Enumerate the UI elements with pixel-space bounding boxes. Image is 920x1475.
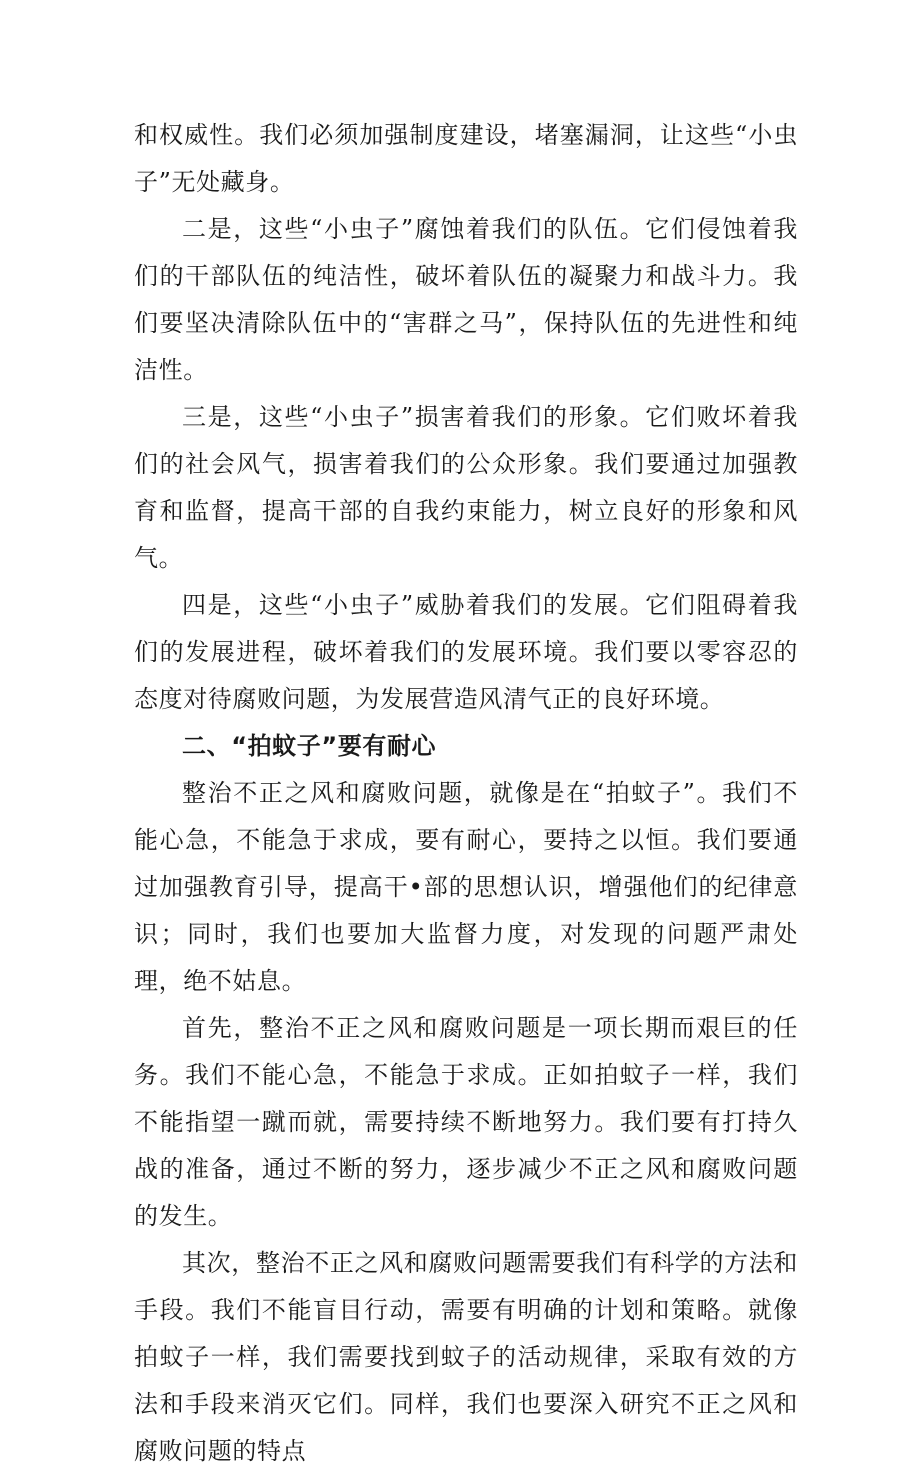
paragraph-continued: 和权威性。我们必须加强制度建设，堵塞漏洞，让这些“小虫子”无处藏身。	[134, 121, 798, 196]
section-heading: 二、“拍蚊子”要有耐心	[182, 732, 437, 760]
document-page	[134, 112, 798, 1475]
paragraph-point-three: 三是，这些“小虫子”损害着我们的形象。它们败坏着我们的社会风气，损害着我们的公众形象。我们要通过加强教育和监督，提高干部的自我约束能力，树立良好的形象和风气。	[134, 403, 798, 572]
paragraph-point-two: 二是，这些“小虫子”腐蚀着我们的队伍。它们侵蚀着我们的干部队伍的纯洁性，破坏着队伍的凝聚力和战斗力。我们要坚决清除队伍中的“害群之马”，保持队伍的先进性和纯洁性。	[134, 215, 798, 384]
paragraph-point-four: 四是，这些“小虫子”威胁着我们的发展。它们阻碍着我们的发展进程，破坏着我们的发展环境。我们要以零容忍的态度对待腐败问题，为发展营造风清气正的良好环境。	[134, 591, 798, 713]
paragraph-intro: 整治不正之风和腐败问题，就像是在“拍蚊子”。我们不能心急，不能急于求成，要有耐心，要持之以恒。我们要通过加强教育引导，提高干•部的思想认识，增强他们的纪律意识；同时，我们也要加大监督力度，对发现的问题严肃处理，绝不姑息。	[134, 779, 798, 995]
paragraph-second: 其次，整治不正之风和腐败问题需要我们有科学的方法和手段。我们不能盲目行动，需要有明确的计划和策略。就像拍蚊子一样，我们需要找到蚊子的活动规律，采取有效的方法和手段来消灭它们。同样，我们也要深入研究不正之风和腐败问题的特点	[134, 1249, 798, 1465]
paragraph-first: 首先，整治不正之风和腐败问题是一项长期而艰巨的任务。我们不能心急，不能急于求成。正如拍蚊子一样，我们不能指望一蹴而就，需要持续不断地努力。我们要有打持久战的准备，通过不断的努力，逐步减少不正之风和腐败问题的发生。	[134, 1014, 798, 1230]
